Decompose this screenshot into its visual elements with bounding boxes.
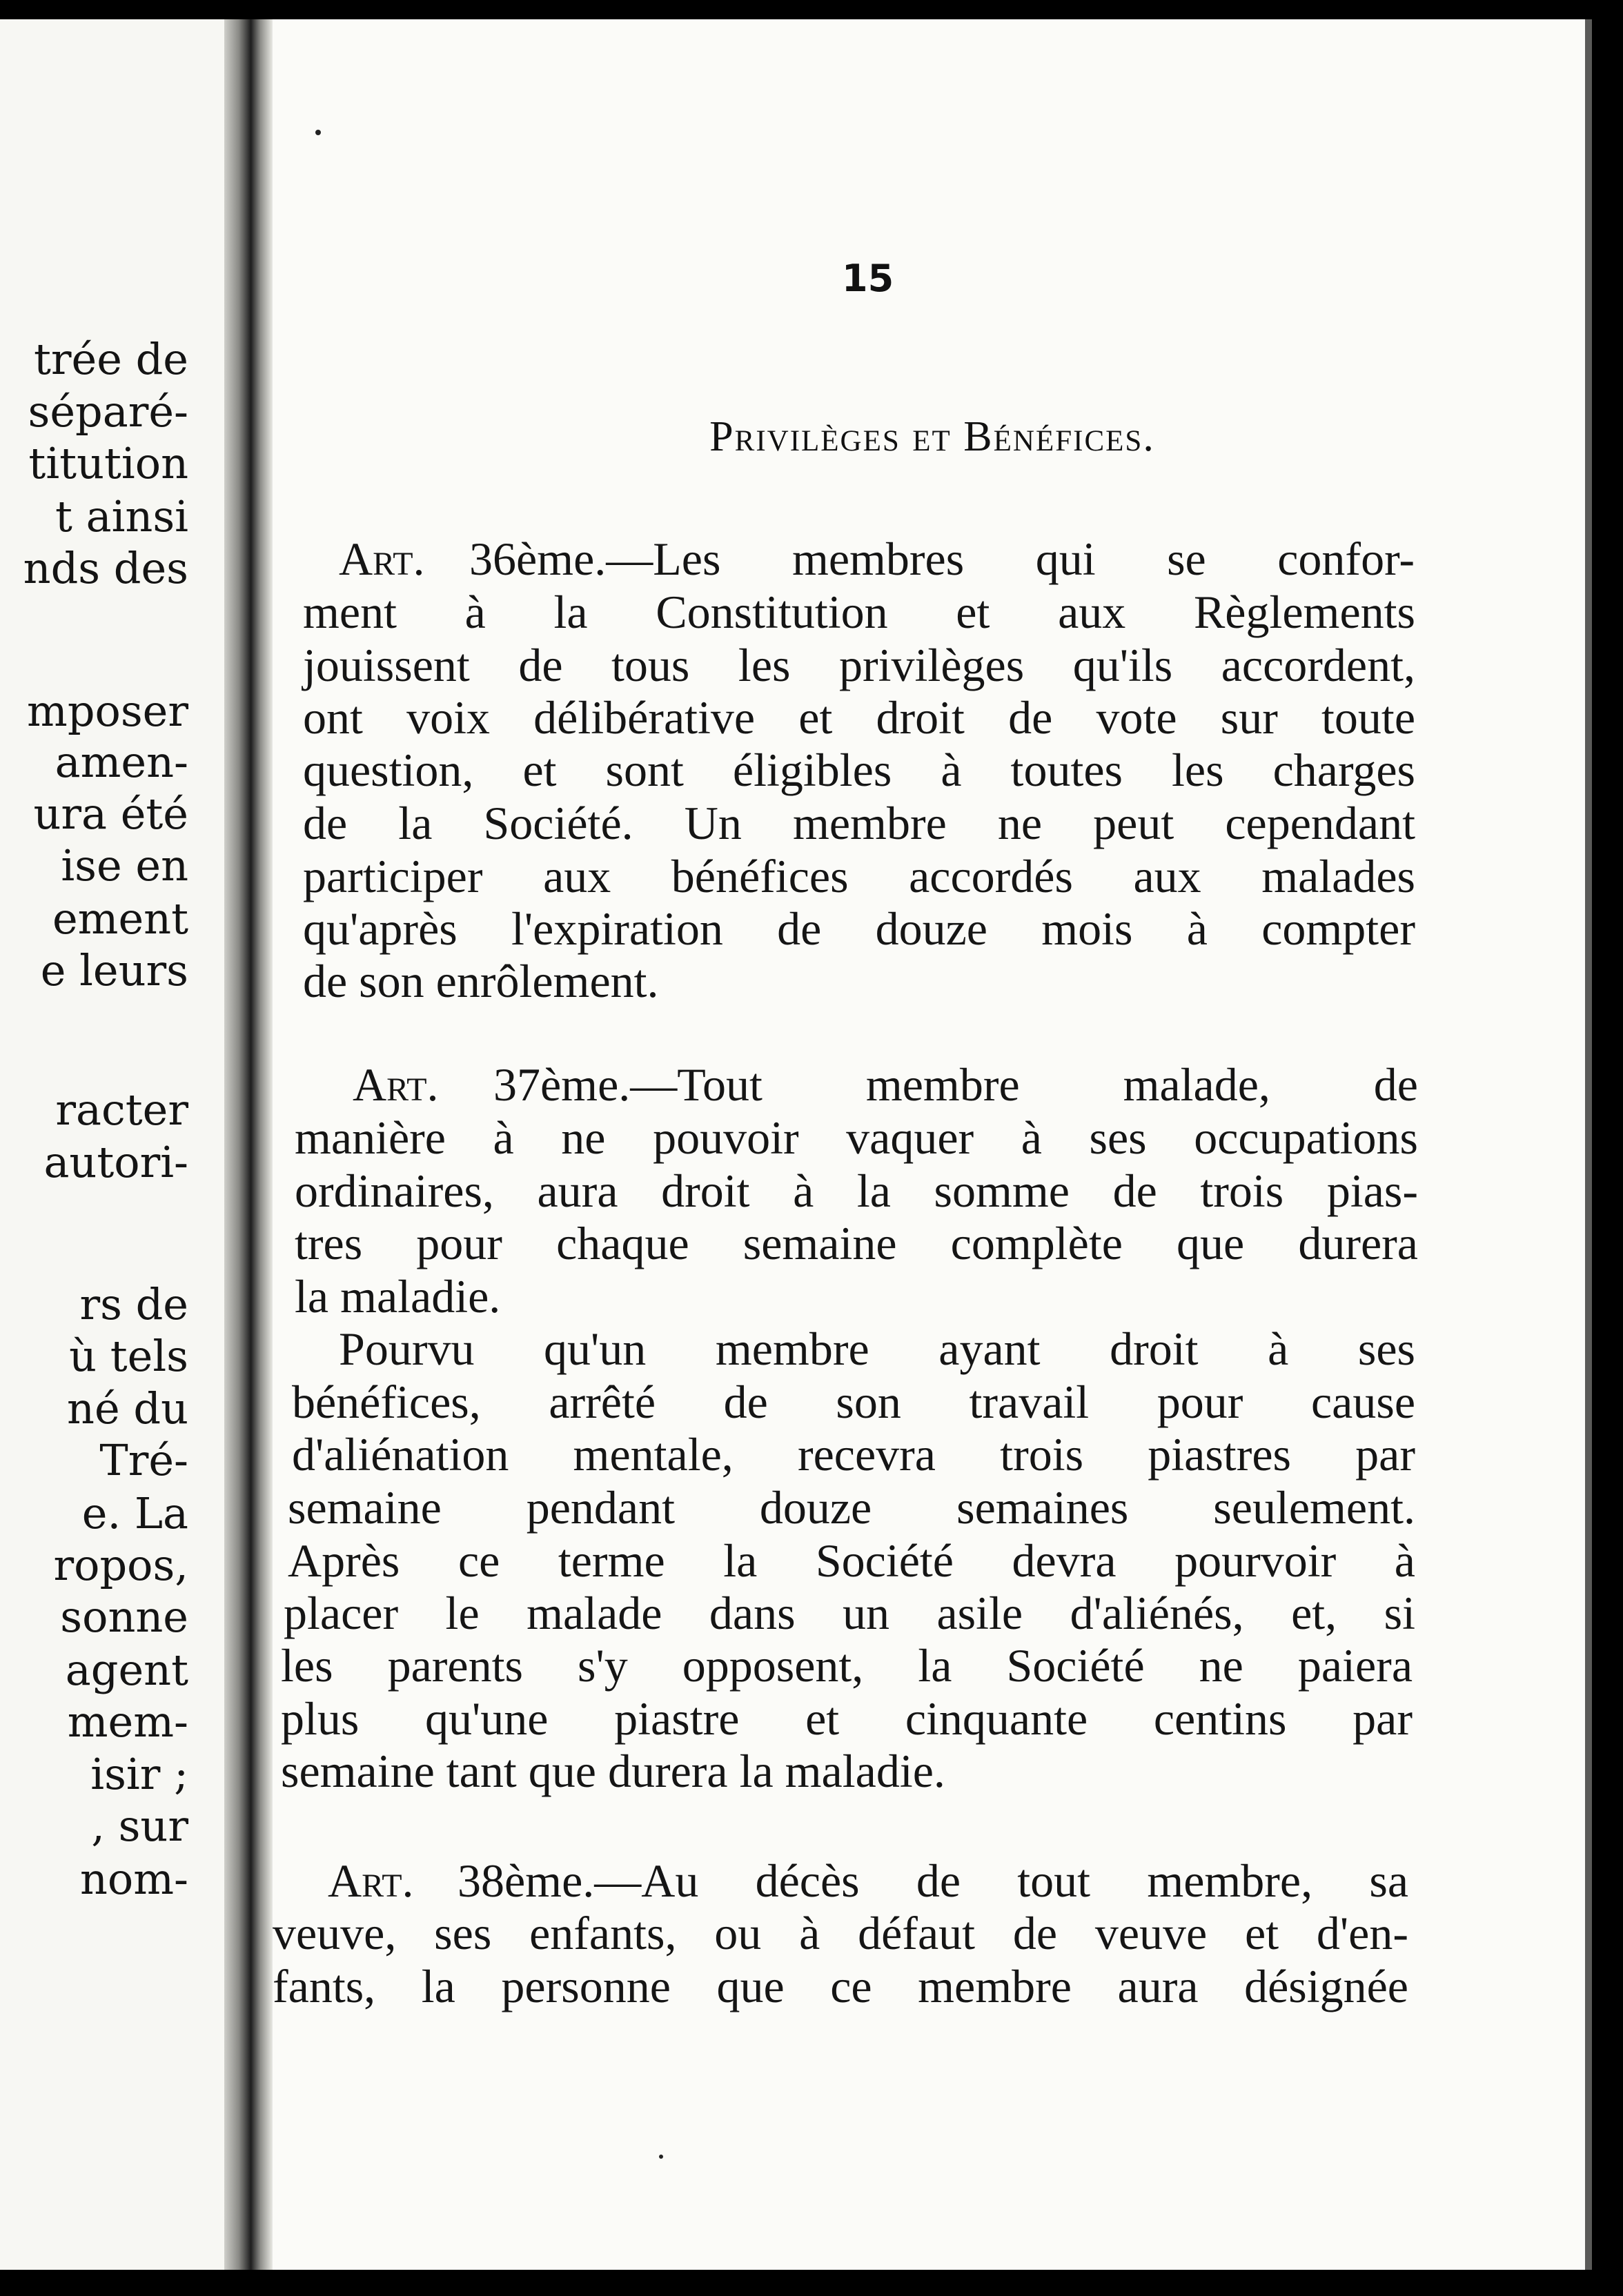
left-line: mposer: [27, 686, 188, 736]
left-line: autori-: [43, 1137, 188, 1187]
article-36-line: ment à la Constitution et aux Règlements: [303, 586, 1415, 638]
article-36-line: participer aux bénéfices accordés aux malades: [303, 850, 1415, 902]
article-36-line: de son enrôlement.: [303, 955, 659, 1007]
article-label: [328, 1854, 460, 1907]
article-label: [339, 533, 471, 585]
article-37-line: ordinaires, aura droit à la somme de trois pias-: [295, 1165, 1418, 1217]
article-37-line: d'aliénation mentale, recevra trois piastres par: [292, 1428, 1415, 1481]
left-line: né du: [67, 1383, 188, 1434]
left-line: mem-: [67, 1696, 188, 1747]
article-37-line: plus qu'une piastre et cinquante centins par: [281, 1692, 1413, 1745]
article-36-line: ont voix délibérative et droit de vote sur toute: [303, 691, 1415, 744]
left-line: séparé-: [28, 386, 188, 437]
article-37-line: semaine tant que durera la maladie.: [281, 1745, 945, 1797]
article-37-line: semaine pendant douze semaines seulement.: [288, 1481, 1415, 1534]
article-label: [353, 1058, 485, 1111]
section-title: Privilèges et Bénéfices.: [709, 413, 1155, 460]
left-line: ura été: [33, 789, 188, 839]
article-label-text: Art.: [353, 1058, 439, 1111]
left-line: agent: [65, 1645, 188, 1695]
article-label-text: Art.: [328, 1854, 414, 1907]
article-37-line: bénéfices, arrêté de son travail pour cause: [292, 1376, 1415, 1428]
article-38-line: 38ème.—Au décès de tout membre, sa: [458, 1854, 1408, 1907]
left-line: trée de: [33, 334, 188, 384]
article-37-line: placer le malade dans un asile d'aliénés, et, si: [284, 1587, 1415, 1639]
left-line: sonne: [60, 1592, 188, 1642]
left-line: rs de: [79, 1279, 188, 1329]
page-number: 15: [842, 257, 894, 300]
article-36-line: 36ème.—Les membres qui se confor-: [469, 533, 1415, 585]
ink-speck: [315, 130, 321, 135]
left-line: amen-: [55, 737, 188, 787]
left-line: ise en: [61, 840, 188, 891]
left-line: e. La: [81, 1488, 188, 1538]
article-38-line: fants, la personne que ce membre aura désignée: [273, 1960, 1408, 2012]
left-line: Tré-: [99, 1435, 188, 1485]
article-36-line: qu'après l'expiration de douze mois à compter: [303, 902, 1415, 955]
left-line: e leurs: [40, 945, 188, 996]
article-36-line: de la Société. Un membre ne peut cependant: [303, 797, 1415, 849]
article-37-line: manière à ne pouvoir vaquer à ses occupations: [295, 1111, 1418, 1164]
current-page: [273, 19, 1592, 2270]
article-37-line: Après ce terme la Société devra pourvoir à: [288, 1534, 1415, 1587]
article-label-text: Art.: [339, 533, 425, 585]
article-37-line: Pourvu qu'un membre ayant droit à ses: [339, 1323, 1415, 1375]
page-edge-shadow: [1585, 19, 1592, 2270]
previous-page-fragment: [0, 19, 224, 2270]
article-36-line: question, et sont éligibles à toutes les charges: [303, 744, 1415, 796]
left-line: titution: [28, 438, 188, 488]
left-line: ropos,: [53, 1540, 188, 1590]
article-37-line: les parents s'y opposent, la Société ne paiera: [281, 1639, 1413, 1692]
left-line: nom-: [80, 1854, 188, 1904]
article-37-line: tres pour chaque semaine complète que durera: [295, 1217, 1418, 1269]
ink-speck: [659, 2155, 663, 2159]
left-line: nds des: [23, 543, 188, 593]
article-37-line: 37ème.—Tout membre malade, de: [493, 1058, 1418, 1111]
left-line: ement: [52, 893, 188, 944]
article-38-line: veuve, ses enfants, ou à défaut de veuve et d'en-: [273, 1907, 1408, 1959]
article-37-line: la maladie.: [295, 1270, 501, 1323]
left-line: , sur: [91, 1801, 188, 1851]
left-line: isir ;: [90, 1749, 188, 1799]
left-line: racter: [55, 1085, 188, 1135]
article-36-line: jouissent de tous les privilèges qu'ils accordent,: [303, 639, 1415, 691]
book-gutter: [224, 19, 273, 2270]
left-line: t ainsi: [55, 491, 188, 542]
left-line: ù tels: [69, 1331, 188, 1381]
